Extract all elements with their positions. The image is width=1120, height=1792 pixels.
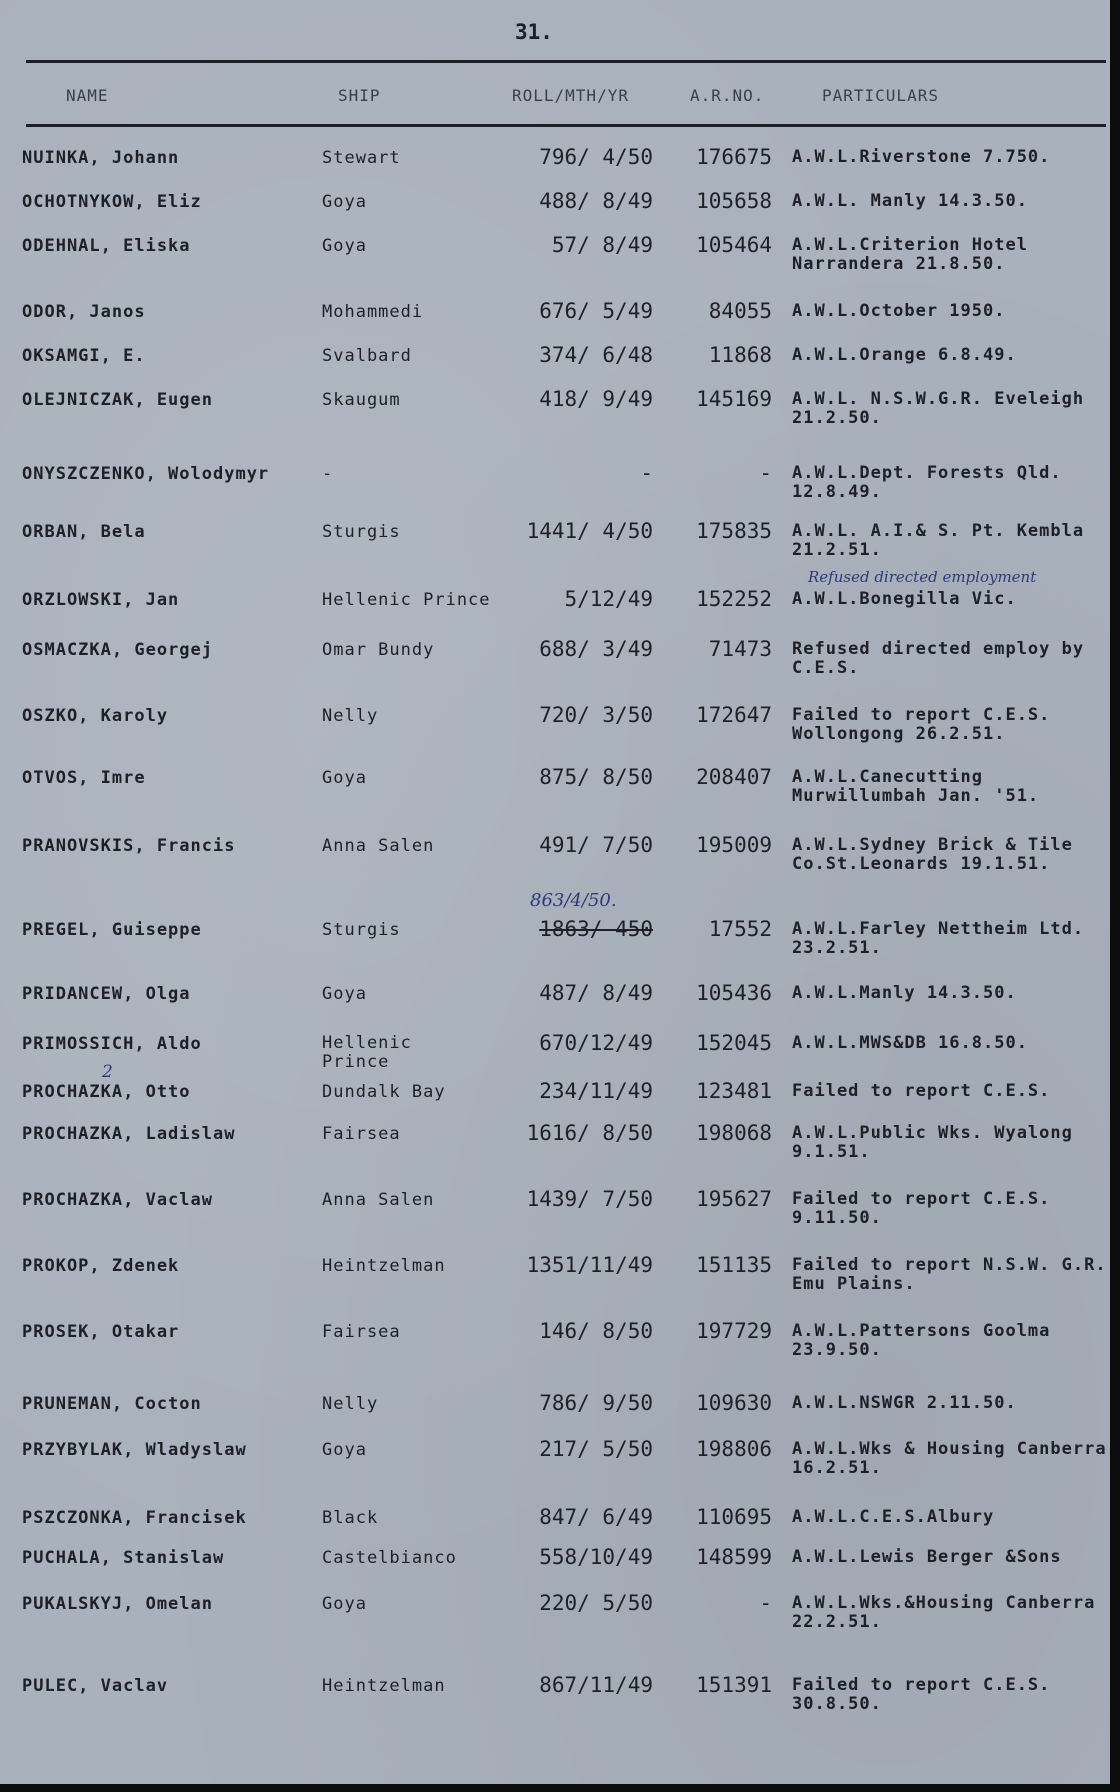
cell-roll: 1351/11/49: [526, 1253, 653, 1277]
cell-ship: Dundalk Bay: [322, 1082, 446, 1102]
cell-particulars: A.W.L.Wks.&Housing Canberra 22.2.51.: [792, 1594, 1096, 1632]
cell-name: ORBAN, Bela: [22, 522, 146, 542]
cell-particulars: A.W.L. A.I.& S. Pt. Kembla 21.2.51.: [792, 522, 1085, 560]
cell-ship: Sturgis: [322, 920, 401, 940]
cell-particulars: Failed to report C.E.S. 30.8.50.: [792, 1676, 1051, 1714]
cell-ar: 151135: [696, 1253, 772, 1277]
cell-particulars: A.W.L.Orange 6.8.49.: [792, 346, 1017, 365]
cell-name: OKSAMGI, E.: [22, 346, 146, 366]
cell-roll: 57/ 8/49: [551, 233, 653, 257]
cell-ar: 148599: [696, 1545, 772, 1569]
cell-roll: 875/ 8/50: [539, 765, 653, 789]
cell-ship: Svalbard: [322, 346, 412, 366]
cell-name: PROCHAZKA, Vaclaw: [22, 1190, 213, 1210]
cell-ar: -: [759, 1591, 772, 1615]
cell-particulars: A.W.L. N.S.W.G.R. Eveleigh 21.2.50.: [792, 390, 1085, 428]
cell-ar: 172647: [696, 703, 772, 727]
cell-ar: 145169: [696, 387, 772, 411]
cell-name: NUINKA, Johann: [22, 148, 180, 168]
cell-ship: Heintzelman: [322, 1256, 446, 1276]
cell-ship: Black: [322, 1508, 379, 1528]
cell-name: PREGEL, Guiseppe: [22, 920, 202, 940]
cell-name: PUCHALA, Stanislaw: [22, 1548, 225, 1568]
cell-name: PRANOVSKIS, Francis: [22, 836, 236, 856]
cell-name: ODEHNAL, Eliska: [22, 236, 191, 256]
cell-name: ODOR, Janos: [22, 302, 146, 322]
cell-particulars: Failed to report N.S.W. G.R. Emu Plains.: [792, 1256, 1107, 1294]
cell-ar: 152252: [696, 587, 772, 611]
cell-roll: 1616/ 8/50: [526, 1121, 653, 1145]
cell-particulars: A.W.L.Lewis Berger &Sons: [792, 1548, 1062, 1567]
cell-ship: Fairsea: [322, 1124, 401, 1144]
cell-ar: 105658: [696, 189, 772, 213]
cell-particulars: A.W.L.Pattersons Goolma 23.9.50.: [792, 1322, 1051, 1360]
cell-roll: 374/ 6/48: [539, 343, 653, 367]
cell-ship: Castelbianco: [322, 1548, 457, 1568]
handwritten-roll-correction: 863/4/50.: [530, 890, 617, 911]
cell-name: OCHOTNYKOW, Eliz: [22, 192, 202, 212]
cell-ar: 17552: [708, 917, 772, 941]
cell-ship: Mohammedi: [322, 302, 424, 322]
cell-roll: 1439/ 7/50: [526, 1187, 653, 1211]
cell-ar: 198068: [696, 1121, 772, 1145]
cell-name: PRIMOSSICH, Aldo: [22, 1034, 202, 1054]
cell-particulars: Failed to report C.E.S.: [792, 1082, 1051, 1101]
cell-particulars: A.W.L.Public Wks. Wyalong 9.1.51.: [792, 1124, 1073, 1162]
cell-name: ONYSZCZENKO, Wolodymyr: [22, 464, 270, 484]
cell-ship: -: [322, 464, 334, 484]
cell-roll: 1441/ 4/50: [526, 519, 653, 543]
cell-particulars: Refused directed employ by C.E.S.: [792, 640, 1085, 678]
cell-roll: 217/ 5/50: [539, 1437, 653, 1461]
cell-particulars: A.W.L.Sydney Brick & Tile Co.St.Leonards 19.1.51.: [792, 836, 1073, 874]
cell-name: PRUNEMAN, Cocton: [22, 1394, 202, 1414]
cell-particulars: A.W.L.October 1950.: [792, 302, 1006, 321]
cell-ar: 175835: [696, 519, 772, 543]
cell-ar: 195009: [696, 833, 772, 857]
cell-ar: 195627: [696, 1187, 772, 1211]
cell-ship: Omar Bundy: [322, 640, 435, 660]
cell-ship: Anna Salen: [322, 836, 435, 856]
cell-ship: Anna Salen: [322, 1190, 435, 1210]
cell-ar: 109630: [696, 1391, 772, 1415]
cell-particulars: A.W.L.Dept. Forests Qld. 12.8.49.: [792, 464, 1062, 502]
cell-particulars: A.W.L.MWS&DB 16.8.50.: [792, 1034, 1028, 1053]
cell-particulars: A.W.L.NSWGR 2.11.50.: [792, 1394, 1017, 1413]
cell-ar: 151391: [696, 1673, 772, 1697]
cell-roll: 720/ 3/50: [539, 703, 653, 727]
cell-roll: 670/12/49: [539, 1031, 653, 1055]
cell-ar: 208407: [696, 765, 772, 789]
cell-ship: Goya: [322, 984, 367, 1004]
cell-ar: 197729: [696, 1319, 772, 1343]
cell-ar: 84055: [708, 299, 772, 323]
cell-particulars: A.W.L.Wks & Housing Canberra 16.2.51.: [792, 1440, 1107, 1478]
header-ar-no: A.R.NO.: [690, 86, 765, 105]
cell-ship: Sturgis: [322, 522, 401, 542]
cell-ship: Goya: [322, 1594, 367, 1614]
page-number: 31.: [515, 20, 553, 44]
cell-roll: 1863/ 450: [539, 917, 653, 941]
cell-ship: Goya: [322, 236, 367, 256]
cell-ship: Nelly: [322, 1394, 379, 1414]
cell-ar: 176675: [696, 145, 772, 169]
cell-roll: -: [640, 461, 653, 485]
cell-particulars: A.W.L. Manly 14.3.50.: [792, 192, 1028, 211]
header-rule-bottom: [26, 124, 1106, 127]
header-roll: ROLL/MTH/YR: [512, 86, 629, 105]
cell-roll: 220/ 5/50: [539, 1591, 653, 1615]
cell-name: ORZLOWSKI, Jan: [22, 590, 180, 610]
cell-name: PRIDANCEW, Olga: [22, 984, 191, 1004]
cell-roll: 491/ 7/50: [539, 833, 653, 857]
cell-name: OSMACZKA, Georgej: [22, 640, 213, 660]
cell-ar: 105436: [696, 981, 772, 1005]
cell-particulars: A.W.L.Canecutting Murwillumbah Jan. '51.: [792, 768, 1040, 806]
cell-roll: 676/ 5/49: [539, 299, 653, 323]
cell-ar: -: [759, 461, 772, 485]
cell-roll: 146/ 8/50: [539, 1319, 653, 1343]
cell-ship: Goya: [322, 1440, 367, 1460]
handwritten-name-mark: 2: [102, 1062, 113, 1082]
cell-name: OLEJNICZAK, Eugen: [22, 390, 213, 410]
cell-ship: Goya: [322, 768, 367, 788]
cell-ship: Hellenic Prince: [322, 590, 491, 610]
cell-name: OSZKO, Karoly: [22, 706, 169, 726]
cell-roll: 796/ 4/50: [539, 145, 653, 169]
cell-name: PRZYBYLAK, Wladyslaw: [22, 1440, 247, 1460]
cell-roll: 688/ 3/49: [539, 637, 653, 661]
cell-ship: Skaugum: [322, 390, 401, 410]
cell-ship: Goya: [322, 192, 367, 212]
handwritten-note: Refused directed employment: [808, 568, 1037, 586]
cell-name: PROKOP, Zdenek: [22, 1256, 180, 1276]
cell-roll: 5/12/49: [564, 587, 653, 611]
header-rule-top: [26, 60, 1106, 63]
cell-particulars: A.W.L.Manly 14.3.50.: [792, 984, 1017, 1003]
cell-name: PROCHAZKA, Ladislaw: [22, 1124, 236, 1144]
cell-ship: Fairsea: [322, 1322, 401, 1342]
cell-particulars: A.W.L.Farley Nettheim Ltd. 23.2.51.: [792, 920, 1085, 958]
cell-ship: Nelly: [322, 706, 379, 726]
cell-roll: 487/ 8/49: [539, 981, 653, 1005]
header-name: NAME: [66, 86, 109, 105]
cell-name: PSZCZONKA, Francisek: [22, 1508, 247, 1528]
cell-particulars: Failed to report C.E.S. 9.11.50.: [792, 1190, 1051, 1228]
cell-particulars: A.W.L.C.E.S.Albury: [792, 1508, 995, 1527]
cell-roll: 418/ 9/49: [539, 387, 653, 411]
cell-ship: Hellenic Prince: [322, 1033, 412, 1072]
cell-particulars: A.W.L.Riverstone 7.750.: [792, 148, 1051, 167]
cell-ar: 105464: [696, 233, 772, 257]
cell-ar: 198806: [696, 1437, 772, 1461]
cell-ar: 71473: [708, 637, 772, 661]
cell-roll: 786/ 9/50: [539, 1391, 653, 1415]
cell-name: PROSEK, Otakar: [22, 1322, 180, 1342]
cell-particulars: A.W.L.Criterion Hotel Narrandera 21.8.50.: [792, 236, 1028, 274]
cell-name: PULEC, Vaclav: [22, 1676, 169, 1696]
cell-ar: 152045: [696, 1031, 772, 1055]
cell-name: PUKALSKYJ, Omelan: [22, 1594, 213, 1614]
cell-ship: Heintzelman: [322, 1676, 446, 1696]
cell-roll: 234/11/49: [539, 1079, 653, 1103]
cell-name: PROCHAZKA, Otto: [22, 1082, 191, 1102]
cell-particulars: Failed to report C.E.S. Wollongong 26.2.51.: [792, 706, 1051, 744]
cell-ship: Stewart: [322, 148, 401, 168]
cell-ar: 11868: [708, 343, 772, 367]
cell-roll: 867/11/49: [539, 1673, 653, 1697]
cell-ar: 123481: [696, 1079, 772, 1103]
cell-roll: 558/10/49: [539, 1545, 653, 1569]
cell-roll: 847/ 6/49: [539, 1505, 653, 1529]
cell-roll: 488/ 8/49: [539, 189, 653, 213]
cell-particulars: A.W.L.Bonegilla Vic.: [792, 590, 1017, 609]
cell-name: OTVOS, Imre: [22, 768, 146, 788]
header-ship: SHIP: [338, 86, 381, 105]
header-particulars: PARTICULARS: [822, 86, 939, 105]
cell-ar: 110695: [696, 1505, 772, 1529]
